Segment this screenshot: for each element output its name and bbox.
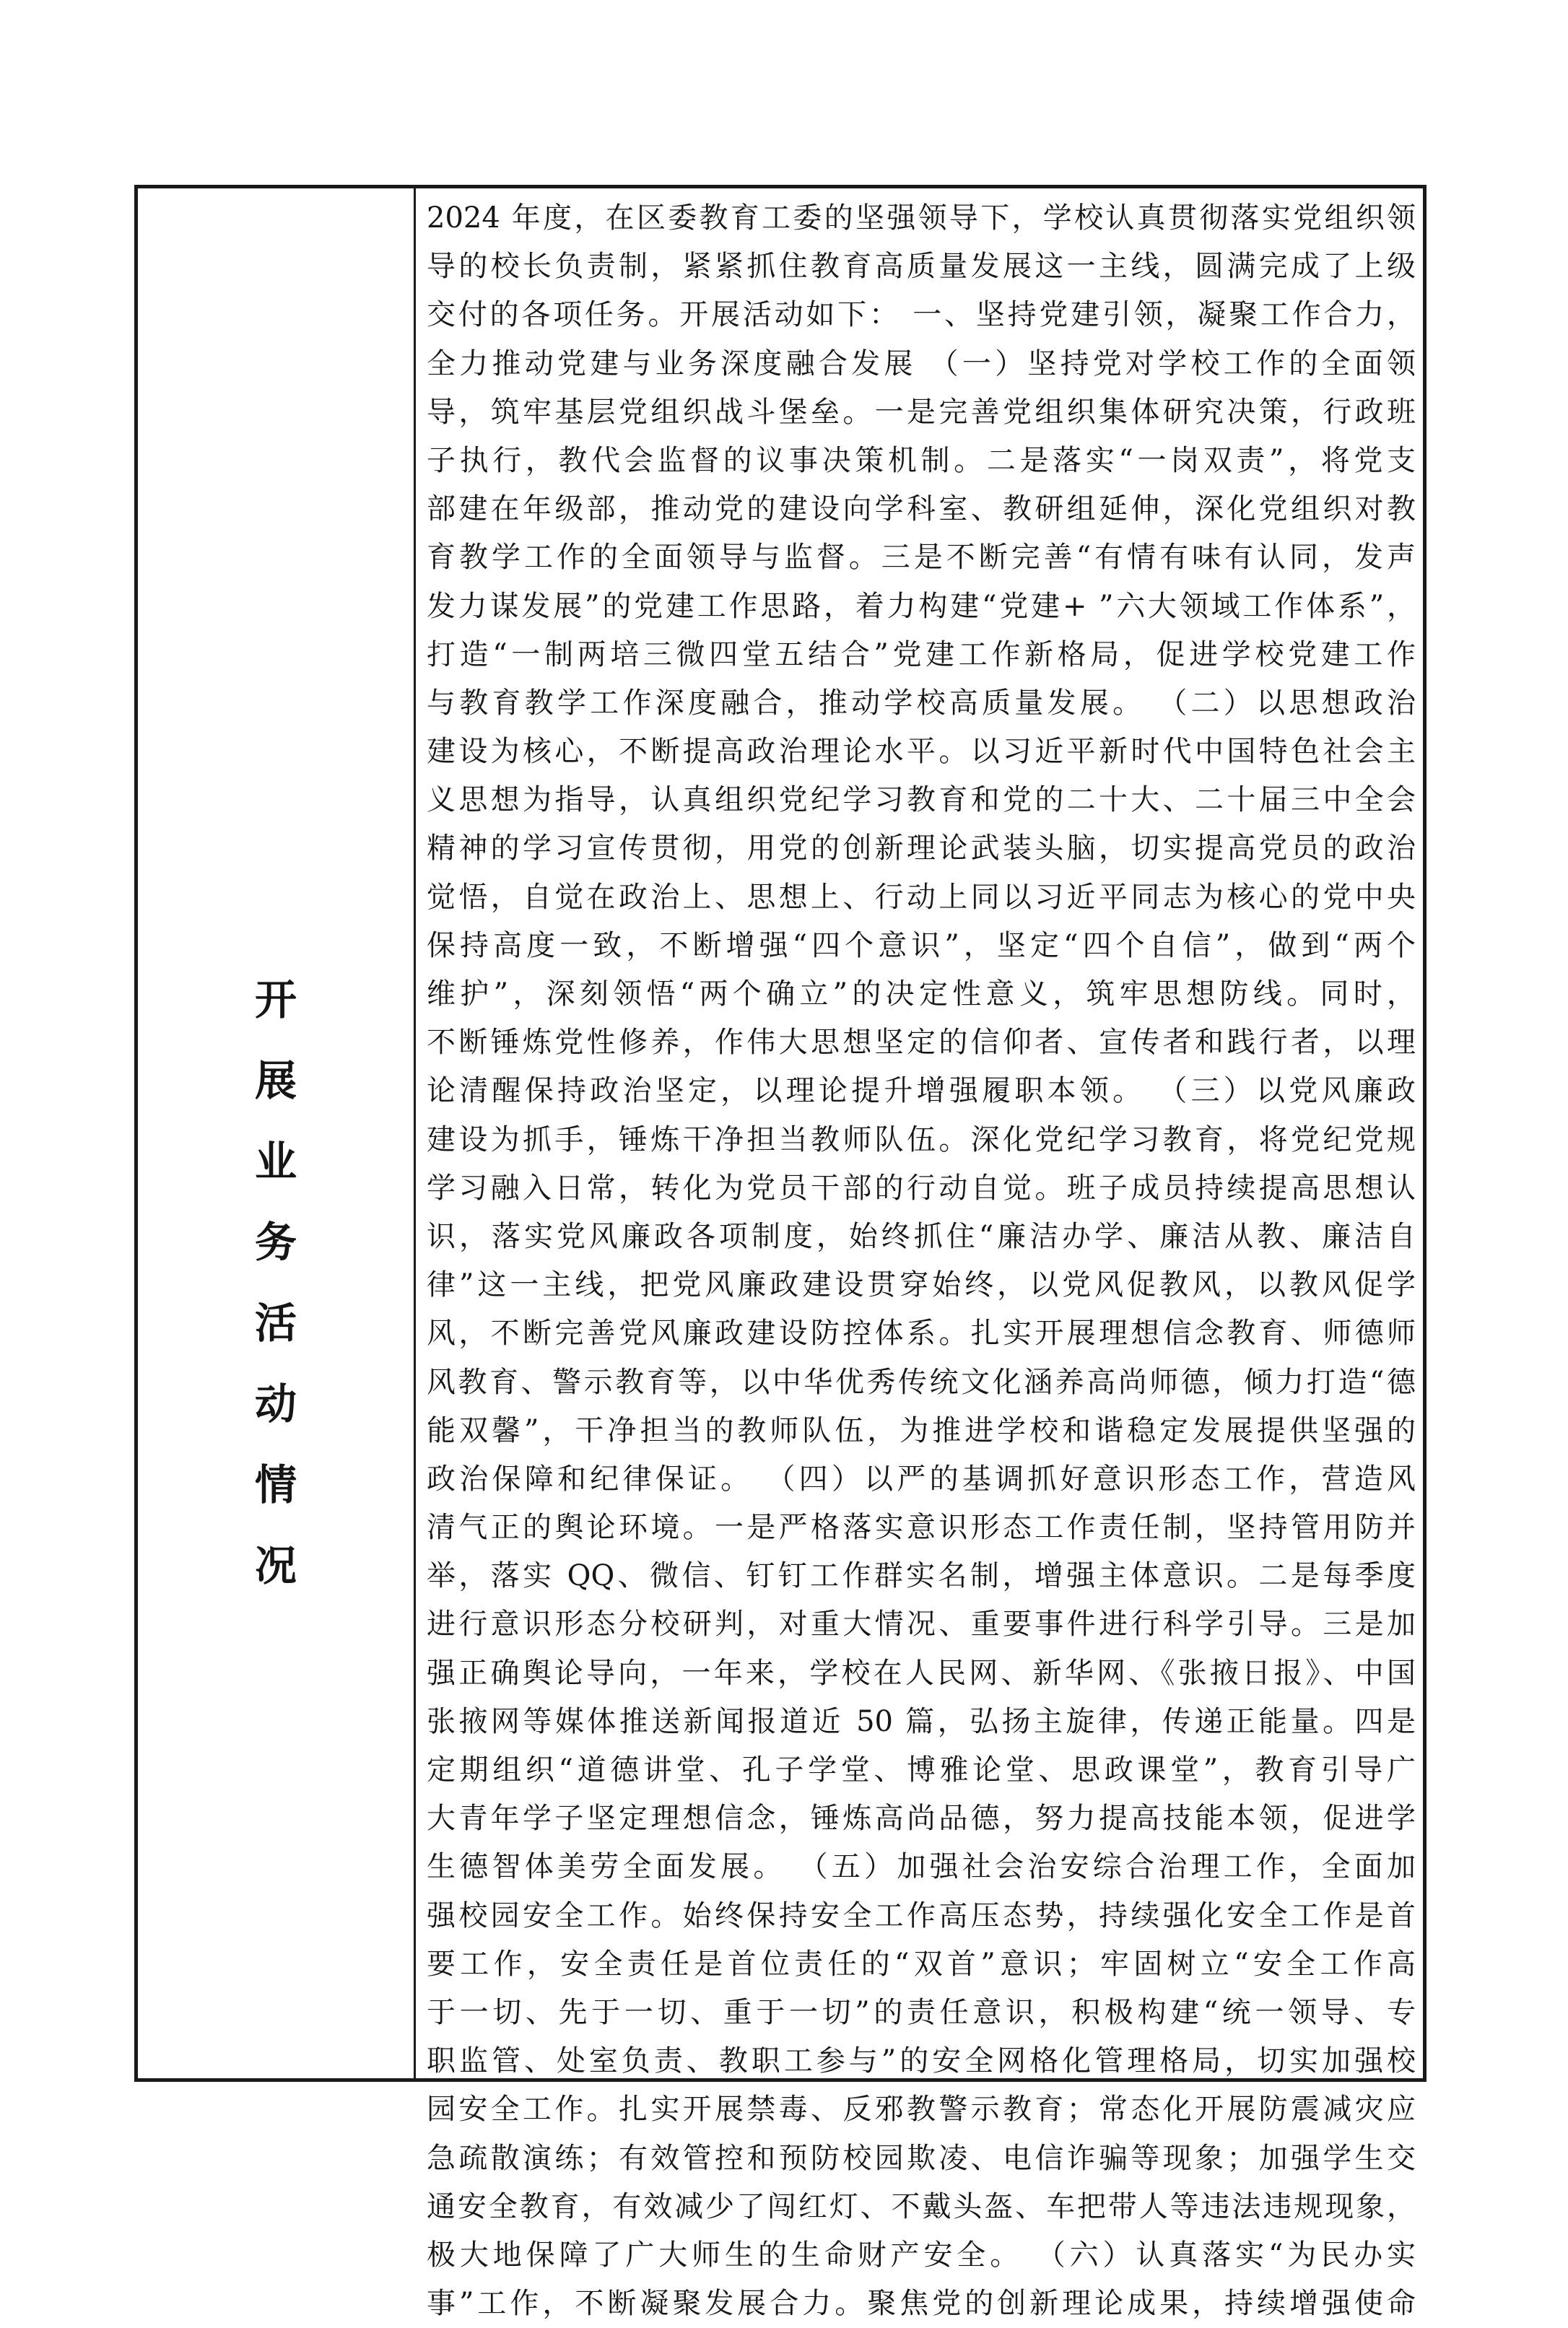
text-line: 建设为核心，不断提高政治理论水平。以习近平新时代中国特色社会主 — [427, 735, 1416, 769]
text-line: 事”工作，不断凝聚发展合力。聚焦党的创新理论成果，持续增强使命 — [427, 2287, 1416, 2321]
text-line: 职监管、处室负责、教职工参与”的安全网格化管理格局，切实加强校 — [427, 2044, 1416, 2078]
text-line: 大青年学子坚定理想信念，锤炼高尚品德，努力提高技能本领，促进学 — [427, 1802, 1416, 1836]
text-line: 举，落实 QQ、微信、钉钉工作群实名制，增强主体意识。二是每季度 — [427, 1559, 1416, 1593]
text-line: 部建在年级部，推动党的建设向学科室、教研组延伸，深化党组织对教 — [427, 492, 1416, 526]
text-line: 政治保障和纪律保证。 （四）以严的基调抓好意识形态工作，营造风 — [427, 1462, 1416, 1496]
text-line: 强校园安全工作。始终保持安全工作高压态势，持续强化安全工作是首 — [427, 1898, 1416, 1932]
text-line: 交付的各项任务。开展活动如下： 一、坚持党建引领，凝聚工作合力， — [427, 298, 1416, 332]
text-line: 要工作，安全责任是首位责任的“双首”意识；牢固树立“安全工作高 — [427, 1947, 1416, 1981]
text-line: 律”这一主线，把党风廉政建设贯穿始终，以党风促教风，以教风促学 — [427, 1268, 1416, 1302]
row-label-char: 情 — [254, 1460, 297, 1509]
text-line: 极大地保障了广大师生的生命财产安全。 （六）认真落实“为民办实 — [427, 2238, 1416, 2272]
text-line: 全力推动党建与业务深度融合发展 （一）坚持党对学校工作的全面领 — [427, 346, 1416, 380]
text-line: 与教育教学工作深度融合，推动学校高质量发展。 （二）以思想政治 — [427, 686, 1416, 720]
column-divider — [414, 188, 416, 2078]
text-line: 风，不断完善党风廉政建设防控体系。扎实开展理想信念教育、师德师 — [427, 1317, 1416, 1351]
text-line: 园安全工作。扎实开展禁毒、反邪教警示教育；常态化开展防震减灾应 — [427, 2093, 1416, 2127]
text-line: 子执行，教代会监督的议事决策机制。二是落实“一岗双责”，将党支 — [427, 443, 1416, 477]
activity-description — [427, 194, 1416, 2328]
text-line: 发力谋发展”的党建工作思路，着力构建“党建+ ”六大领域工作体系”， — [427, 589, 1416, 623]
text-line: 义思想为指导，认真组织党纪学习教育和党的二十大、二十届三中全会 — [427, 783, 1416, 817]
text-line: 学习融入日常，转化为党员干部的行动自觉。班子成员持续提高思想认 — [427, 1171, 1416, 1205]
activity-table — [134, 185, 1427, 2321]
text-line: 导的校长负责制，紧紧抓住教育高质量发展这一主线，圆满完成了上级 — [427, 250, 1416, 284]
text-line: 保持高度一致，不断增强“四个意识”，坚定“四个自信”，做到“两个 — [427, 928, 1416, 962]
text-line: 于一切、先于一切、重于一切”的责任意识，积极构建“统一领导、专 — [427, 1995, 1416, 2029]
row-label-char: 活 — [254, 1299, 297, 1348]
text-line: 进行意识形态分校研判，对重大情况、重要事件进行科学引导。三是加 — [427, 1608, 1416, 1642]
text-line: 通安全教育，有效减少了闯红灯、不戴头盔、车把带人等违法违规现象， — [427, 2189, 1416, 2223]
text-line: 论清醒保持政治坚定，以理论提升增强履职本领。 （三）以党风廉政 — [427, 1074, 1416, 1108]
text-line: 识，落实党风廉政各项制度，始终抓住“廉洁办学、廉洁从教、廉洁自 — [427, 1219, 1416, 1253]
text-line: 维护”，深刻领悟“两个确立”的决定性意义，筑牢思想防线。同时， — [427, 977, 1416, 1011]
text-line: 急疏散演练；有效管控和预防校园欺凌、电信诈骗等现象；加强学生交 — [427, 2141, 1416, 2175]
text-line: 强正确舆论导向，一年来，学校在人民网、新华网、《张掖日报》、中国 — [427, 1656, 1416, 1690]
text-line: 导，筑牢基层党组织战斗堡垒。一是完善党组织集体研究决策，行政班 — [427, 395, 1416, 429]
text-line: 生德智体美劳全面发展。 （五）加强社会治安综合治理工作，全面加 — [427, 1850, 1416, 1884]
text-line: 育教学工作的全面领导与监督。三是不断完善“有情有味有认同，发声 — [427, 541, 1416, 575]
text-line: 清气正的舆论环境。一是严格落实意识形态工作责任制，坚持管用防并 — [427, 1511, 1416, 1545]
row-label-char: 务 — [254, 1218, 297, 1267]
row-label-char: 展 — [254, 1056, 297, 1105]
text-line: 能双馨”，干净担当的教师队伍，为推进学校和谐稳定发展提供坚强的 — [427, 1413, 1416, 1447]
text-line: 定期组织“道德讲堂、孔子学堂、博雅论堂、思政课堂”，教育引导广 — [427, 1753, 1416, 1787]
row-label-char: 动 — [254, 1379, 297, 1429]
text-line: 不断锤炼党性修养，作伟大思想坚定的信仰者、宣传者和践行者，以理 — [427, 1026, 1416, 1060]
text-line: 觉悟，自觉在政治上、思想上、行动上同以习近平同志为核心的党中央 — [427, 880, 1416, 914]
text-line: 风教育、警示教育等，以中华优秀传统文化涵养高尚师德，倾力打造“德 — [427, 1365, 1416, 1399]
row-label-char: 开 — [254, 975, 297, 1024]
text-line: 2024 年度，在区委教育工委的坚强领导下，学校认真贯彻落实党组织领 — [427, 201, 1416, 235]
text-line: 打造“一制两培三微四堂五结合”党建工作新格局，促进学校党建工作 — [427, 637, 1416, 671]
text-line: 精神的学习宣传贯彻，用党的创新理论武装头脑，切实提高党员的政治 — [427, 832, 1416, 866]
text-line: 张掖网等媒体推送新闻报道近 50 篇，弘扬主旋律，传递正能量。四是 — [427, 1704, 1416, 1738]
row-label-activity-status — [138, 975, 414, 1626]
row-label-char: 况 — [254, 1541, 297, 1590]
row-label-char: 业 — [254, 1137, 297, 1186]
text-line: 建设为抓手，锤炼干净担当教师队伍。深化党纪学习教育，将党纪党规 — [427, 1122, 1416, 1156]
